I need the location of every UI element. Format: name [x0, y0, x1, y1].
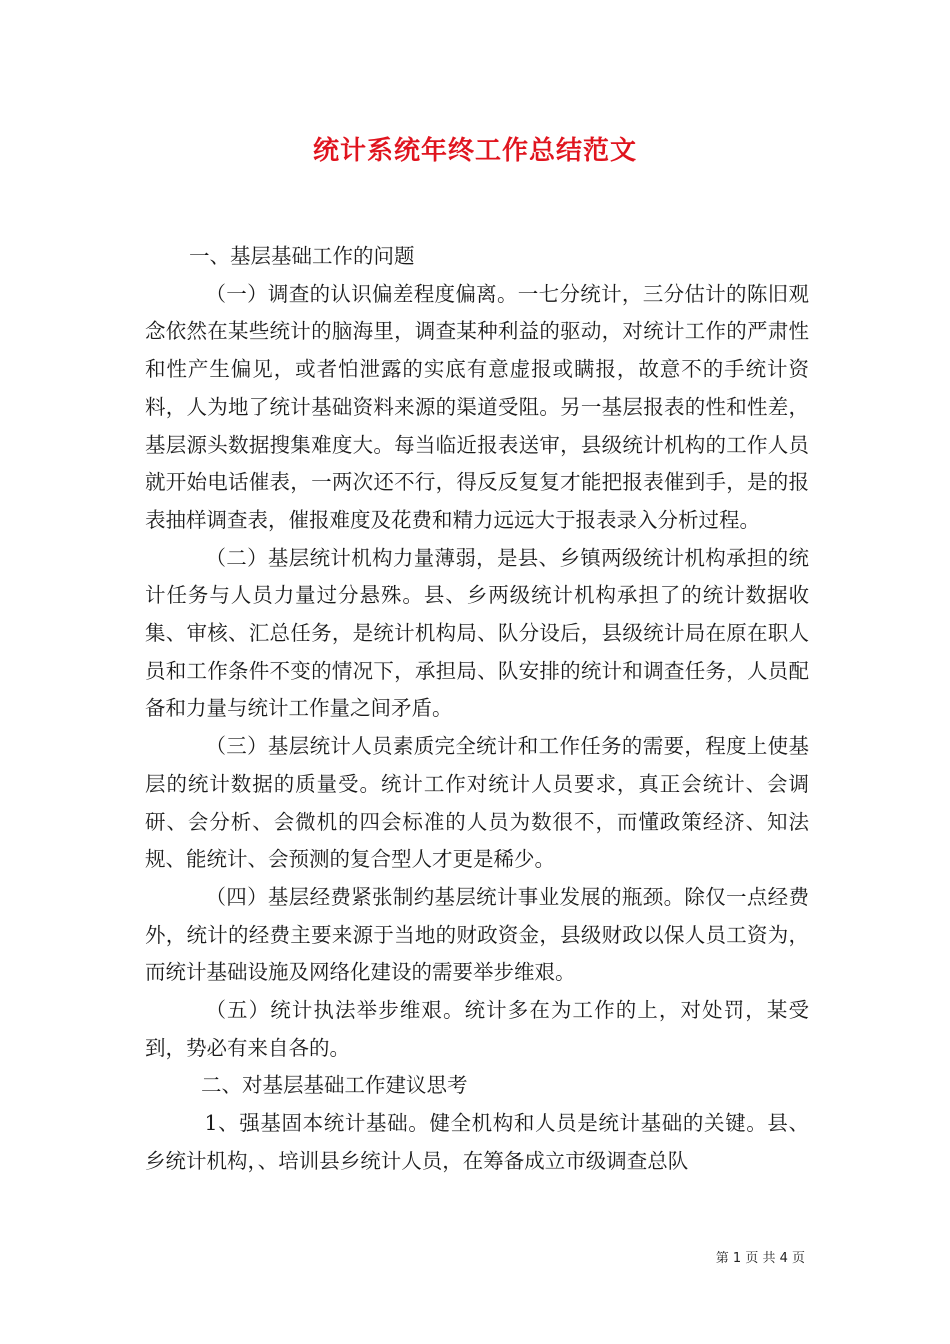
paragraph-3: （三）基层统计人员素质完全统计和工作任务的需要，程度上使基层的统计数据的质量受。统计工作对统计人员要求，真正会统计、会调研、会分析、会微机的四会标准的人员为数很不，而懂政策经济、知法规、能统计、会预测的复合型人才更是稀少。 — [145, 734, 809, 872]
document-body — [145, 238, 809, 1181]
paragraph-6: 1、强基固本统计基础。健全机构和人员是统计基础的关键。县、乡统计机构，、培训县乡统计人员，在筹备成立市级调查总队 — [145, 1111, 809, 1173]
section-heading-1: 一、基层基础工作的问题 — [189, 244, 415, 268]
document-title: 统计系统年终工作总结范文 — [312, 136, 637, 166]
paragraph-2: （二）基层统计机构力量薄弱，是县、乡镇两级统计机构承担的统计任务与人员力量过分悬殊。县、乡两级统计机构承担了的统计数据收集、审核、汇总任务，是统计机构局、队分设后，县级统计局在原在职人员和工作条件不变的情况下，承担局、队安排的统计和调查任务，人员配备和力量与统计工作量之间矛盾。 — [145, 545, 809, 721]
paragraph-1: （一）调查的认识偏差程度偏离。一七分统计，三分估计的陈旧观念依然在某些统计的脑海里，调查某种利益的驱动，对统计工作的严肃性和性产生偏见，或者怕泄露的实底有意虚报或瞒报，故意不的手统计资料，人为地了统计基础资料来源的渠道受阻。另一基层报表的性和性差，基层源头数据搜集难度大。每当临近报表送审，县级统计机构的工作人员就开始电话催表，一两次还不行，得反反复复才能把报表催到手，是的报表抽样调查表，催报难度及花费和精力远远大于报表录入分析过程。 — [145, 281, 809, 532]
section-heading-2: 二、对基层基础工作建议思考 — [201, 1073, 468, 1098]
paragraph-4: （四）基层经费紧张制约基层统计事业发展的瓶颈。除仅一点经费外，统计的经费主要来源于当地的财政资金，县级财政以保人员工资为，而统计基础设施及网络化建设的需要举步维艰。 — [145, 884, 809, 985]
paragraph-5: （五）统计执法举步维艰。统计多在为工作的上，对处罚，某受到，势必有来自各的。 — [145, 998, 809, 1060]
page-number: 第 1 页 共 4 页 — [715, 1251, 805, 1266]
